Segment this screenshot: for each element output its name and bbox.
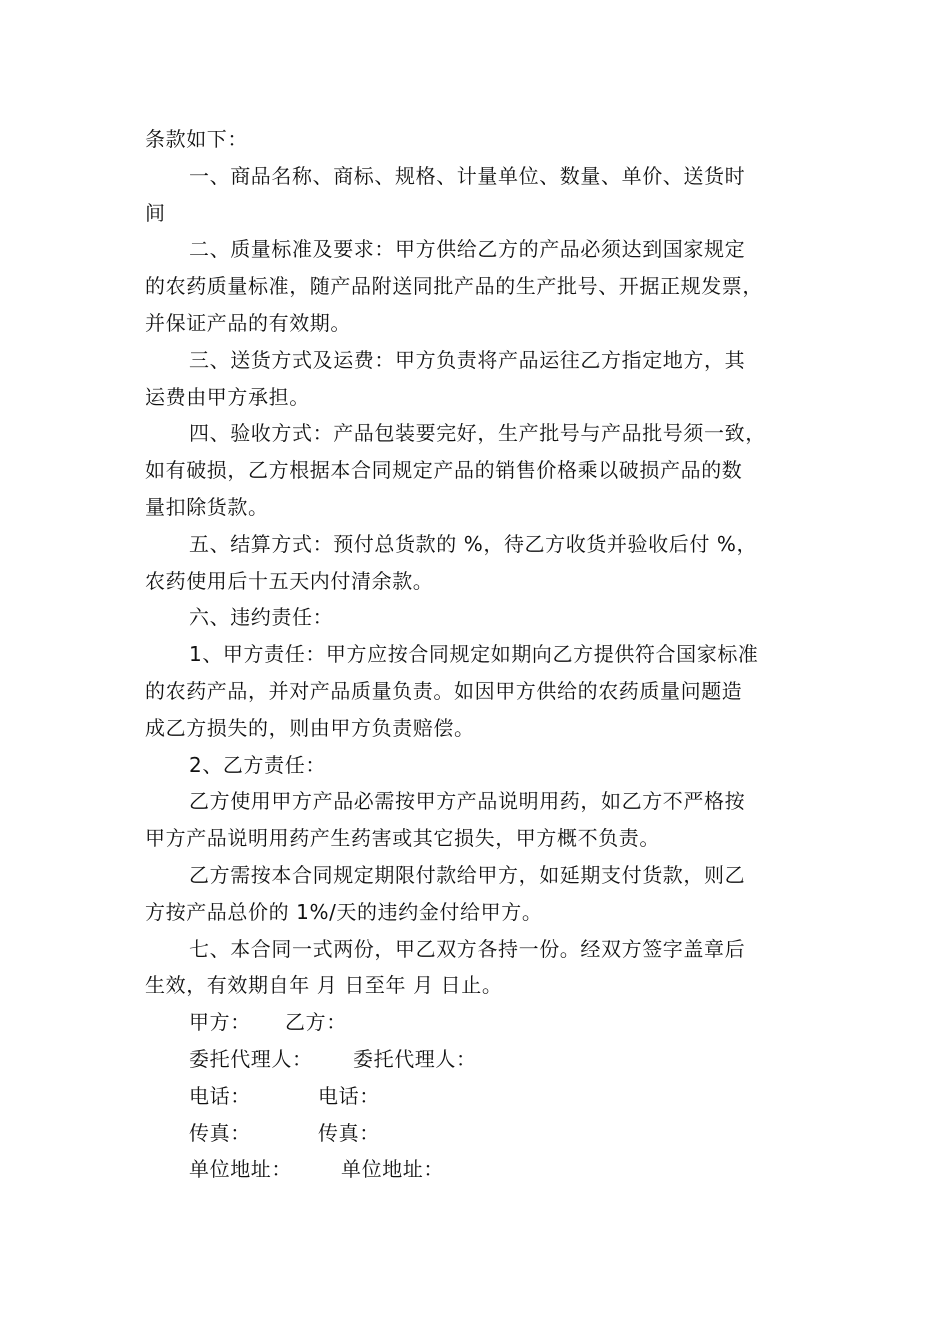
clause-6-1-line-3: 成乙方损失的，则由甲方负责赔偿。 — [145, 715, 475, 740]
clause-6-2-para-1-line-2: 甲方产品说明用药产生药害或其它损失，甲方概不负责。 — [145, 826, 660, 851]
party-b-agent-label: 委托代理人： — [353, 1046, 477, 1071]
contract-body — [145, 121, 815, 1188]
clause-6-heading: 六、违约责任： — [189, 605, 334, 630]
clause-6-2-para-1-line-1: 乙方使用甲方产品必需按甲方产品说明用药，如乙方不严格按 — [189, 789, 746, 814]
signature-row-fax — [145, 1115, 815, 1152]
party-a-label: 甲方： — [189, 1010, 251, 1035]
clause-3-line-2: 运费由甲方承担。 — [145, 384, 310, 409]
clause-intro: 条款如下： — [145, 127, 248, 151]
signature-row-phone — [145, 1078, 815, 1115]
clause-6-2-para-2-line-1: 乙方需按本合同规定期限付款给甲方，如延期支付货款，则乙 — [189, 862, 746, 887]
party-b-address-label: 单位地址： — [341, 1157, 444, 1182]
party-a-fax-label: 传真： — [189, 1120, 251, 1145]
party-a-address-label: 单位地址： — [189, 1157, 292, 1182]
party-b-phone-label: 电话： — [318, 1083, 380, 1108]
clause-5-line-1: 五、结算方式：预付总货款的 %，待乙方收货并验收后付 %， — [189, 531, 758, 556]
clause-1-line-1: 一、商品名称、商标、规格、计量单位、数量、单价、送货时 — [189, 163, 746, 188]
clause-6-1-line-1: 1、甲方责任：甲方应按合同规定如期向乙方提供符合国家标准 — [189, 642, 759, 667]
clause-6-1-line-2: 的农药产品，并对产品质量负责。如因甲方供给的农药质量问题造 — [145, 678, 743, 703]
clause-1-line-2: 间 — [145, 200, 166, 225]
party-a-agent-label: 委托代理人： — [189, 1046, 313, 1071]
clause-2-line-1: 二、质量标准及要求：甲方供给乙方的产品必须达到国家规定 — [189, 237, 746, 262]
clause-2-line-3: 并保证产品的有效期。 — [145, 310, 351, 335]
clause-7-line-1: 七、本合同一式两份，甲乙双方各持一份。经双方签字盖章后 — [189, 936, 746, 961]
clause-6-2-para-2-line-2: 方按产品总价的 1%/天的违约金付给甲方。 — [145, 899, 543, 924]
clause-4-line-1: 四、验收方式：产品包装要完好，生产批号与产品批号须一致， — [189, 421, 766, 446]
signature-row-party — [145, 1004, 815, 1041]
signature-row-address — [145, 1151, 815, 1188]
clause-7-line-2: 生效，有效期自年 月 日至年 月 日止。 — [145, 973, 503, 998]
clause-6-2-heading: 2、乙方责任： — [189, 752, 326, 777]
clause-5-line-2: 农药使用后十五天内付清余款。 — [145, 568, 434, 593]
clause-4-line-2: 如有破损，乙方根据本合同规定产品的销售价格乘以破损产品的数 — [145, 458, 743, 483]
clause-4-line-3: 量扣除货款。 — [145, 494, 269, 519]
clause-2-line-2: 的农药质量标准，随产品附送同批产品的生产批号、开据正规发票， — [145, 274, 763, 299]
party-b-label: 乙方： — [285, 1010, 347, 1035]
signature-row-agent — [145, 1041, 815, 1078]
party-b-fax-label: 传真： — [318, 1120, 380, 1145]
clause-3-line-1: 三、送货方式及运费：甲方负责将产品运往乙方指定地方，其 — [189, 347, 746, 372]
party-a-phone-label: 电话： — [189, 1083, 251, 1108]
